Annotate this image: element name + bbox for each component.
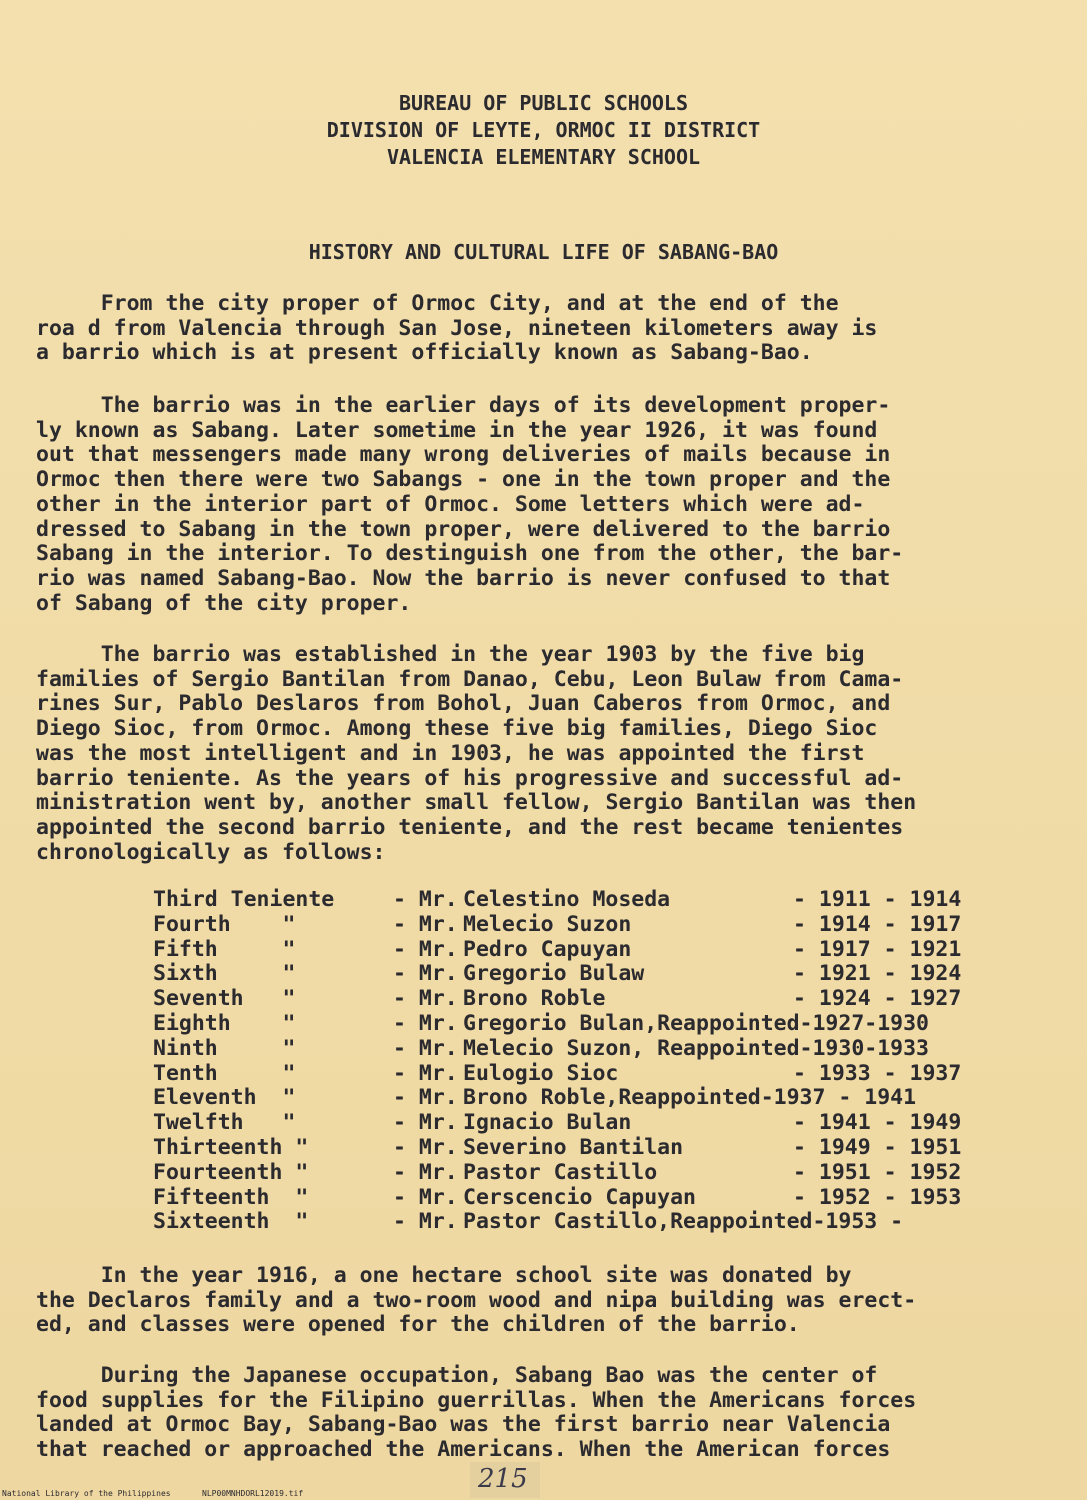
teniente-name: Celestino Moseda <box>463 887 671 912</box>
para-line: appointed the second barrio teniente, and the rest became tenientes <box>36 814 904 840</box>
para-line: was the most intelligent and in 1903, he was appointed the first <box>36 740 865 766</box>
teniente-title: - Mr. <box>393 1035 458 1061</box>
para-line: of Sabang of the city proper. <box>36 590 412 616</box>
teniente-row <box>153 1111 961 1136</box>
teniente-title: - Mr. <box>393 1184 458 1210</box>
paragraph-5 <box>36 1364 1056 1463</box>
teniente-rank: Eighth " <box>153 1010 296 1036</box>
para-line: a barrio which is at present officially known as Sabang-Bao. <box>36 340 813 366</box>
teniente-name: Pastor Castillo,Reappointed-1953 - <box>463 1209 904 1235</box>
para-line: chronologically as follows: <box>36 839 386 865</box>
teniente-row <box>153 962 961 987</box>
teniente-name: Severino Bantilan <box>463 1134 684 1160</box>
teniente-title: - Mr. <box>393 961 458 987</box>
teniente-title: - Mr. <box>393 1060 458 1086</box>
teniente-years: - 1952 - 1953 <box>793 1184 962 1210</box>
paragraph-1 <box>36 292 1056 366</box>
teniente-name: Gregorio Bulan,Reappointed-1927-1930 <box>463 1010 929 1036</box>
teniente-years: - 1917 - 1921 <box>793 936 962 962</box>
teniente-title: - Mr. <box>393 1085 458 1111</box>
teniente-title: - Mr. <box>393 986 458 1012</box>
para-line: Sabang in the interior. To destinguish one from the other, the bar- <box>36 541 904 567</box>
para-line: landed at Ormoc Bay, Sabang-Bao was the first barrio near Valencia <box>36 1412 891 1438</box>
header-school: VALENCIA ELEMENTARY SCHOOL <box>386 145 701 169</box>
teniente-row <box>153 938 961 963</box>
teniente-title: - Mr. <box>393 1010 458 1036</box>
teniente-row <box>153 1086 961 1111</box>
para-line: From the city proper of Ormoc City, and at the end of the <box>36 291 839 316</box>
page-number: 215 <box>478 1464 528 1494</box>
teniente-rank: Fifteenth " <box>153 1184 309 1210</box>
header-bureau: BUREAU OF PUBLIC SCHOOLS <box>399 91 688 115</box>
teniente-row <box>153 888 961 913</box>
teniente-name: Pedro Capuyan <box>463 936 632 962</box>
para-line: food supplies for the Filipino guerrillas. When the Americans forces <box>36 1387 917 1413</box>
paragraph-4 <box>36 1264 1056 1338</box>
teniente-title: - Mr. <box>393 1110 458 1136</box>
teniente-row <box>153 913 961 938</box>
paragraph-3 <box>36 643 1056 865</box>
teniente-years: - 1914 - 1917 <box>793 911 962 937</box>
teniente-name: Ignacio Bulan <box>463 1110 632 1136</box>
file-caption: NLP00MNHDORL12019.tif <box>202 1489 304 1498</box>
teniente-rank: Thirteenth " <box>153 1134 309 1160</box>
teniente-title: - Mr. <box>393 911 458 937</box>
teniente-years: - 1933 - 1937 <box>793 1060 962 1086</box>
teniente-row <box>153 1037 961 1062</box>
teniente-title: - Mr. <box>393 936 458 962</box>
paragraph-2 <box>36 394 1056 616</box>
teniente-rank: Sixteenth " <box>153 1209 309 1235</box>
teniente-row <box>153 1136 961 1161</box>
teniente-row <box>153 1186 961 1211</box>
para-line: Ormoc then there were two Sabangs - one in the town proper and the <box>36 467 891 493</box>
teniente-years: - 1949 - 1951 <box>793 1134 962 1160</box>
para-line: ministration went by, another small fellow, Sergio Bantilan was then <box>36 790 917 816</box>
teniente-name: Brono Roble,Reappointed-1937 - 1941 <box>463 1085 917 1111</box>
teniente-rank: Sixth " <box>153 961 296 987</box>
teniente-rank: Fourth " <box>153 911 296 937</box>
teniente-years: - 1941 - 1949 <box>793 1110 962 1136</box>
document-title: HISTORY AND CULTURAL LIFE OF SABANG-BAO <box>308 240 779 264</box>
teniente-rank: Tenth " <box>153 1060 296 1086</box>
teniente-row <box>153 1210 961 1235</box>
teniente-row <box>153 1161 961 1186</box>
teniente-years: - 1921 - 1924 <box>793 961 962 987</box>
para-line: the Declaros family and a two-room wood and nipa building was erect- <box>36 1287 917 1313</box>
library-caption: National Library of the Philippines <box>2 1489 171 1498</box>
teniente-rank: Eleventh " <box>153 1085 296 1111</box>
teniente-years: - 1924 - 1927 <box>793 986 962 1012</box>
tenientes-list <box>153 888 961 1235</box>
teniente-row <box>153 1012 961 1037</box>
para-line: roa d from Valencia through San Jose, nineteen kilometers away is <box>36 315 878 341</box>
teniente-rank: Seventh " <box>153 986 296 1012</box>
teniente-name: Cerscencio Capuyan <box>463 1184 696 1210</box>
document-header <box>0 90 1087 171</box>
para-line: dressed to Sabang in the town proper, were delivered to the barrio <box>36 516 891 542</box>
para-line: During the Japanese occupation, Sabang Bao was the center of <box>36 1363 878 1388</box>
para-line: rio was named Sabang-Bao. Now the barrio is never confused to that <box>36 565 891 591</box>
teniente-rank: Fifth " <box>153 936 296 962</box>
para-line: ed, and classes were opened for the children of the barrio. <box>36 1312 800 1338</box>
teniente-row <box>153 987 961 1012</box>
para-line: families of Sergio Bantilan from Danao, Cebu, Leon Bulaw from Cama- <box>36 666 904 692</box>
para-line: barrio teniente. As the years of his progressive and successful ad- <box>36 765 904 791</box>
para-line: In the year 1916, a one hectare school site was donated by <box>36 1263 852 1288</box>
teniente-name: Gregorio Bulaw <box>463 961 645 987</box>
teniente-name: Pastor Castillo <box>463 1159 658 1185</box>
teniente-years: - 1911 - 1914 <box>793 887 962 912</box>
para-line: ly known as Sabang. Later sometime in the year 1926, it was found <box>36 417 878 443</box>
teniente-title: - Mr. <box>393 1159 458 1185</box>
para-line: that reached or approached the Americans. When the American forces <box>36 1437 891 1463</box>
para-line: other in the interior part of Ormoc. Some letters which were ad- <box>36 491 865 517</box>
teniente-rank: Third Teniente <box>153 887 335 912</box>
teniente-name: Melecio Suzon <box>463 911 632 937</box>
teniente-name: Eulogio Sioc <box>463 1060 619 1086</box>
teniente-name: Brono Roble <box>463 986 606 1012</box>
para-line: rines Sur, Pablo Deslaros from Bohol, Juan Caberos from Ormoc, and <box>36 691 891 717</box>
teniente-title: - Mr. <box>393 1134 458 1160</box>
para-line: Diego Sioc, from Ormoc. Among these five big families, Diego Sioc <box>36 716 878 742</box>
teniente-rank: Fourteenth " <box>153 1159 309 1185</box>
teniente-title: - Mr. <box>393 887 458 912</box>
teniente-rank: Twelfth " <box>153 1110 296 1136</box>
teniente-title: - Mr. <box>393 1209 458 1235</box>
teniente-years: - 1951 - 1952 <box>793 1159 962 1185</box>
para-line: The barrio was established in the year 1903 by the five big <box>36 642 865 667</box>
para-line: The barrio was in the earlier days of its development proper- <box>36 393 891 418</box>
header-division: DIVISION OF LEYTE, ORMOC II DISTRICT <box>326 118 761 142</box>
teniente-row <box>153 1062 961 1087</box>
teniente-name: Melecio Suzon, Reappointed-1930-1933 <box>463 1035 929 1061</box>
teniente-rank: Ninth " <box>153 1035 296 1061</box>
para-line: out that messengers made many wrong deliveries of mails because in <box>36 442 891 468</box>
